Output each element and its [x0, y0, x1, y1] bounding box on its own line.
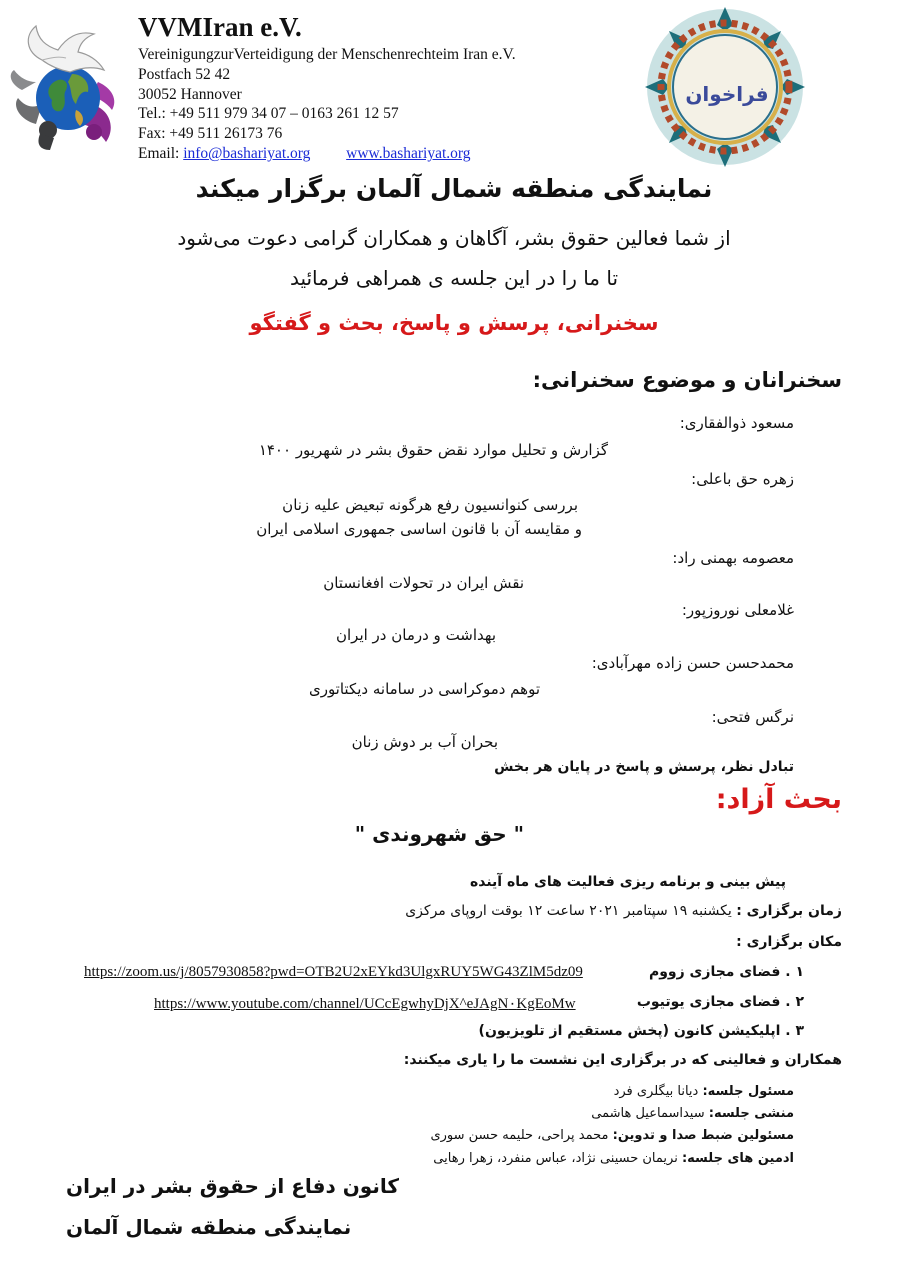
vvmiran-logo: [6, 12, 136, 152]
speaker-name: غلامعلی نوروزپور:: [681, 601, 794, 619]
venue-label: مکان برگزاری :: [736, 934, 842, 950]
free-discussion-title: بحث آزاد:: [715, 784, 842, 815]
speaker-name: مسعود ذوالفقاری:: [679, 414, 794, 432]
event-headline: نمایندگی منطقه شمال آلمان برگزار میکند: [195, 174, 713, 203]
youtube-label: ۲ . فضای مجازی یوتیوب: [636, 994, 804, 1010]
speaker-topic: و مقایسه آن با قانون اساسی جمهوری اسلامی ایران: [256, 520, 582, 538]
team-row: [614, 1084, 794, 1099]
speaker-topic: بحران آب بر دوش زنان: [351, 733, 498, 751]
badge-text: فراخوان: [685, 82, 769, 106]
team-role: ادمین های جلسه:: [681, 1151, 794, 1166]
team-role: منشی جلسه:: [708, 1106, 794, 1121]
planning-note: پیش بینی و برنامه ریزی فعالیت های ماه آینده: [469, 874, 786, 890]
team-row: [591, 1106, 794, 1121]
phone: Tel.: +49 511 979 34 07 – 0163 261 12 57: [138, 105, 399, 122]
team-row: [433, 1151, 794, 1166]
team-names: سیداسماعیل هاشمی: [591, 1106, 705, 1121]
time-label: زمان برگزاری :: [736, 903, 842, 919]
event-time: [405, 903, 842, 919]
email-link[interactable]: info@bashariyat.org: [183, 145, 311, 162]
team-names: دیانا بیگلری فرد: [613, 1084, 699, 1099]
zoom-label: ۱ . فضای مجازی زووم: [648, 964, 804, 980]
team-names: نریمان حسینی نژاد، عباس منفرد، زهرا رهایی: [433, 1151, 678, 1166]
team-role: مسئول جلسه:: [702, 1084, 794, 1099]
venue-item-app: ۳ . اپلیکیشن کانون (پخش مستقیم از تلویزیون): [478, 1023, 804, 1039]
invite-line-1: از شما فعالین حقوق بشر، آگاهان و همکاران گرامی دعوت می‌شود: [177, 226, 731, 250]
team-title: همکاران و فعالینی که در برگزاری این نشست ما را یاری میکنند:: [403, 1052, 842, 1068]
speakers-title: سخنرانان و موضوع سخنرانی:: [532, 368, 842, 392]
footer-branch: نمایندگی منطقه شمال آلمان: [66, 1215, 352, 1239]
qa-note: تبادل نظر، پرسش و پاسخ در پایان هر بخش: [494, 759, 794, 775]
team-names: محمد پراحی، حلیمه حسن سوری: [430, 1128, 609, 1143]
zoom-link[interactable]: https://zoom.us/j/8057930858?pwd=OTB2U2xEYkd3UlgxRUY5WG43ZlM5dz09: [84, 964, 583, 980]
speaker-name: محمدحسن حسن زاده مهرآبادی:: [591, 654, 794, 672]
city: 30052 Hannover: [138, 86, 242, 103]
speaker-name: نرگس فتحی:: [711, 708, 794, 726]
speaker-topic: گزارش و تحلیل موارد نقض حقوق بشر در شهریور ۱۴۰۰: [258, 441, 608, 459]
speaker-name: زهره حق باعلی:: [691, 470, 794, 488]
footer-org: کانون دفاع از حقوق بشر در ایران: [66, 1174, 399, 1198]
team-row: [430, 1128, 794, 1143]
free-discussion-subject: " حق شهروندی ": [354, 822, 524, 846]
venue-item-zoom: [84, 964, 804, 981]
org-name: VVMIran e.V.: [138, 12, 302, 42]
email-line: [138, 144, 471, 164]
speaker-topic: بررسی کنوانسیون رفع هرگونه تبعیض علیه زنان: [282, 496, 578, 514]
program-summary: سخنرانی، پرسش و پاسخ، بحث و گفتگو: [249, 311, 659, 335]
invite-line-2: تا ما را در این جلسه ی همراهی فرمائید: [289, 266, 619, 290]
team-role: مسئولین ضبط صدا و تدوین:: [612, 1128, 794, 1143]
speaker-topic: بهداشت و درمان در ایران: [335, 626, 496, 644]
org-full-name: VereinigungzurVerteidigung der Menschenrechteim Iran e.V.: [138, 46, 516, 63]
fax: Fax: +49 511 26173 76: [138, 125, 283, 142]
website-link[interactable]: www.bashariyat.org: [346, 145, 471, 162]
speaker-topic: نقش ایران در تحولات افغانستان: [323, 574, 524, 592]
postfach: Postfach 52 42: [138, 66, 231, 83]
venue-item-youtube: [154, 994, 804, 1013]
speaker-topic: توهم دموکراسی در سامانه دیکتاتوری: [308, 680, 540, 698]
email-label: Email:: [138, 145, 180, 162]
time-value: یکشنبه ۱۹ سپتامبر ۲۰۲۱ ساعت ۱۲ بوقت اروپای مرکزی: [405, 903, 732, 919]
call-badge-ornament: [642, 6, 808, 168]
youtube-link[interactable]: https://www.youtube.com/channel/UCcEgwhyDjX^eJAgN٠KgEoMw: [154, 996, 576, 1012]
speaker-name: معصومه بهمنی راد:: [672, 549, 794, 567]
